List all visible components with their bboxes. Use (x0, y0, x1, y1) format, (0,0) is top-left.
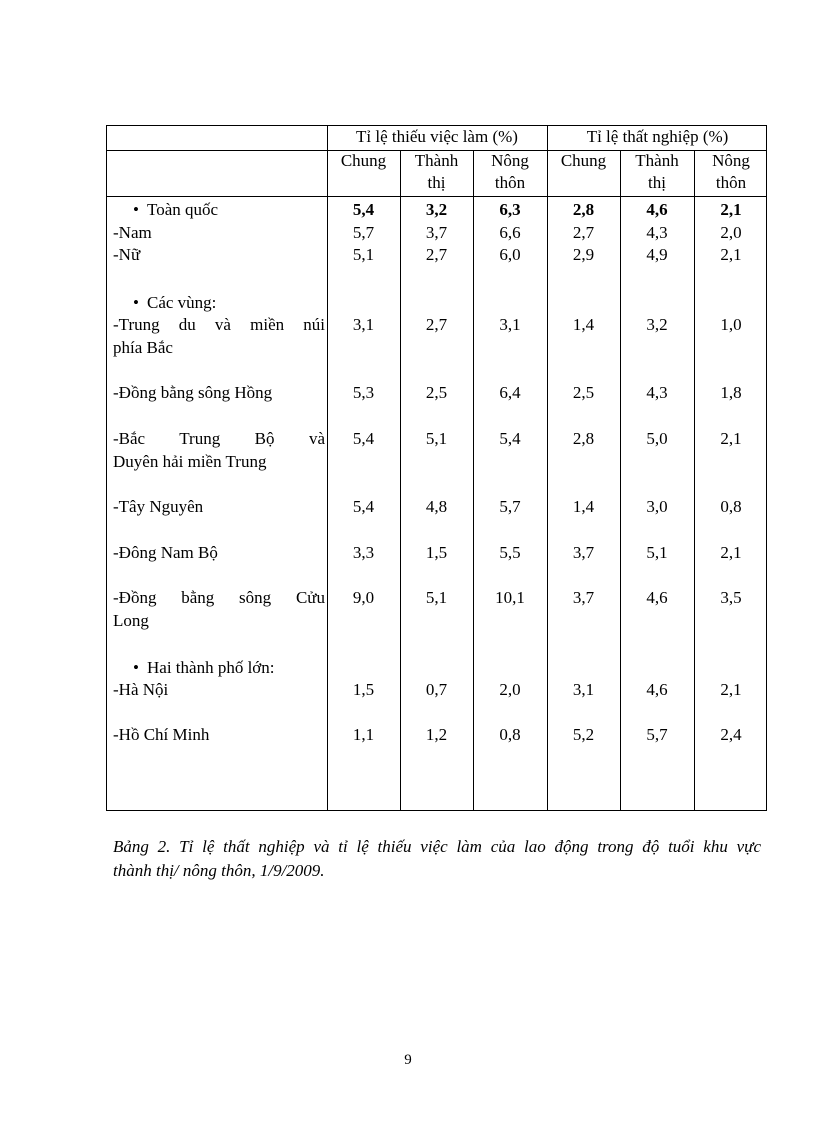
table-cell: 6,3 (499, 200, 521, 219)
table-cell: 2,7 (425, 245, 448, 264)
table-cell: 5,4 (352, 429, 375, 448)
table-cell: 5,4 (499, 429, 521, 448)
row-label: -Đông Nam Bộ (113, 543, 218, 562)
sub-header: Nông thôn (712, 151, 750, 192)
table-cell: 10,1 (495, 588, 525, 607)
table-cell: 1,0 (720, 315, 742, 334)
row-label-line: -Đồng bằng sông Cửu (113, 588, 325, 607)
table-cell: 5,2 (572, 725, 595, 744)
row-label: -Hà Nội (113, 680, 169, 699)
row-label-line: phía Bắc (113, 337, 173, 357)
table-cell: 2,1 (720, 543, 742, 562)
table-cell: 1,5 (425, 543, 448, 562)
table-cell: 5,1 (646, 543, 668, 562)
table-cell: 2,8 (572, 429, 595, 448)
table-cell: 3,1 (572, 680, 595, 699)
table-cell: 0,8 (499, 725, 521, 744)
table-cell: 3,1 (352, 315, 375, 334)
table-cell: 1,2 (425, 725, 448, 744)
table-cell: 2,0 (720, 223, 742, 242)
table-cell: 0,7 (425, 680, 448, 699)
table-cell: 3,2 (425, 200, 448, 219)
table-cell: 3,0 (646, 497, 668, 516)
table-cell: 2,1 (720, 200, 742, 219)
bullet-icon: • (133, 200, 139, 219)
table-cell: 3,1 (499, 315, 521, 334)
table-cell: 5,1 (352, 245, 375, 264)
table-cell: 6,4 (499, 383, 521, 402)
page-number: 9 (404, 1052, 412, 1068)
bullet-icon: • (133, 293, 139, 312)
table-cell: 1,4 (572, 497, 595, 516)
table-cell: 2,9 (572, 245, 595, 264)
sub-header: Nông thôn (491, 151, 529, 192)
table-cell: 0,8 (720, 497, 742, 516)
row-label: -Tây Nguyên (113, 497, 204, 516)
table-cell: 2,4 (720, 725, 742, 744)
table-cell: 3,7 (572, 588, 595, 607)
table-cell: 5,5 (499, 543, 521, 562)
table-cell: 2,7 (425, 315, 448, 334)
table-cell: 5,1 (425, 429, 448, 448)
table-cell: 2,5 (572, 383, 595, 402)
caption-line: Bảng 2. Tỉ lệ thất nghiệp và tỉ lệ thiếu việc làm của lao động trong độ tuổi khu vực (113, 837, 761, 856)
table-cell: 3,3 (352, 543, 375, 562)
table-caption (113, 835, 761, 883)
table-cell: 2,8 (572, 200, 595, 219)
table-cell: 5,4 (352, 200, 375, 219)
row-label: -Hồ Chí Minh (113, 725, 210, 744)
bullet-icon: • (133, 658, 139, 677)
table-cell: 2,7 (572, 223, 595, 242)
table-cell: 9,0 (352, 588, 375, 607)
table-cell: 4,6 (646, 588, 668, 607)
table-cell: 5,0 (646, 429, 668, 448)
table-cell: 5,4 (352, 497, 375, 516)
sub-header: Chung (340, 151, 387, 170)
table-cell: 3,5 (720, 588, 742, 607)
table-cell: 4,3 (646, 383, 668, 402)
table-cell: 6,0 (499, 245, 521, 264)
table-cell: 2,0 (499, 680, 521, 699)
row-label: -Nam (113, 223, 152, 242)
row-label-text: Các vùng: (147, 293, 217, 312)
sub-header: Thành thị (414, 151, 459, 192)
row-label (125, 292, 337, 315)
table-cell: 1,5 (352, 680, 375, 699)
data-table (106, 125, 767, 811)
row-divider (107, 196, 766, 197)
table-cell: 2,1 (720, 429, 742, 448)
row-label-line: -Trung du và miền núi (113, 315, 325, 334)
table-cell: 5,3 (352, 383, 375, 402)
table-cell: 4,6 (646, 680, 668, 699)
row-label-line: -Bắc Trung Bộ và (113, 429, 325, 448)
table-cell: 3,7 (572, 543, 595, 562)
row-label (113, 428, 325, 473)
table-cell: 5,7 (499, 497, 521, 516)
table-cell: 4,3 (646, 223, 668, 242)
row-label (125, 657, 337, 680)
table-cell: 5,1 (425, 588, 448, 607)
table-cell: 5,7 (646, 725, 668, 744)
row-label-text: Toàn quốc (147, 200, 219, 219)
table-cell: 3,2 (646, 315, 668, 334)
sub-header: Chung (560, 151, 607, 170)
table-cell: 6,6 (499, 223, 521, 242)
row-label (113, 587, 325, 632)
caption-line: thành thị/ nông thôn, 1/9/2009. (113, 861, 325, 880)
row-label (113, 314, 325, 359)
table-cell: 5,7 (352, 223, 375, 242)
table-cell: 4,6 (646, 200, 668, 219)
group-header-underemployment: Tỉ lệ thiếu việc làm (%) (356, 127, 518, 146)
row-label-text: Hai thành phố lớn: (147, 658, 275, 677)
table-cell: 1,1 (352, 725, 375, 744)
table-cell: 2,1 (720, 680, 742, 699)
table-cell: 4,9 (646, 245, 668, 264)
table-cell: 1,8 (720, 383, 742, 402)
group-header-unemployment: Tỉ lệ thất nghiệp (%) (586, 127, 729, 146)
sub-header: Thành thị (635, 151, 679, 192)
table-cell: 2,5 (425, 383, 448, 402)
row-label: -Đồng bằng sông Hồng (113, 383, 273, 402)
table-cell: 4,8 (425, 497, 448, 516)
row-label-line: Duyên hải miền Trung (113, 451, 267, 471)
table-cell: 2,1 (720, 245, 742, 264)
table-cell: 1,4 (572, 315, 595, 334)
row-label: -Nữ (113, 245, 141, 264)
row-label (125, 199, 337, 222)
row-label-line: Long (113, 610, 149, 630)
table-cell: 3,7 (425, 223, 448, 242)
